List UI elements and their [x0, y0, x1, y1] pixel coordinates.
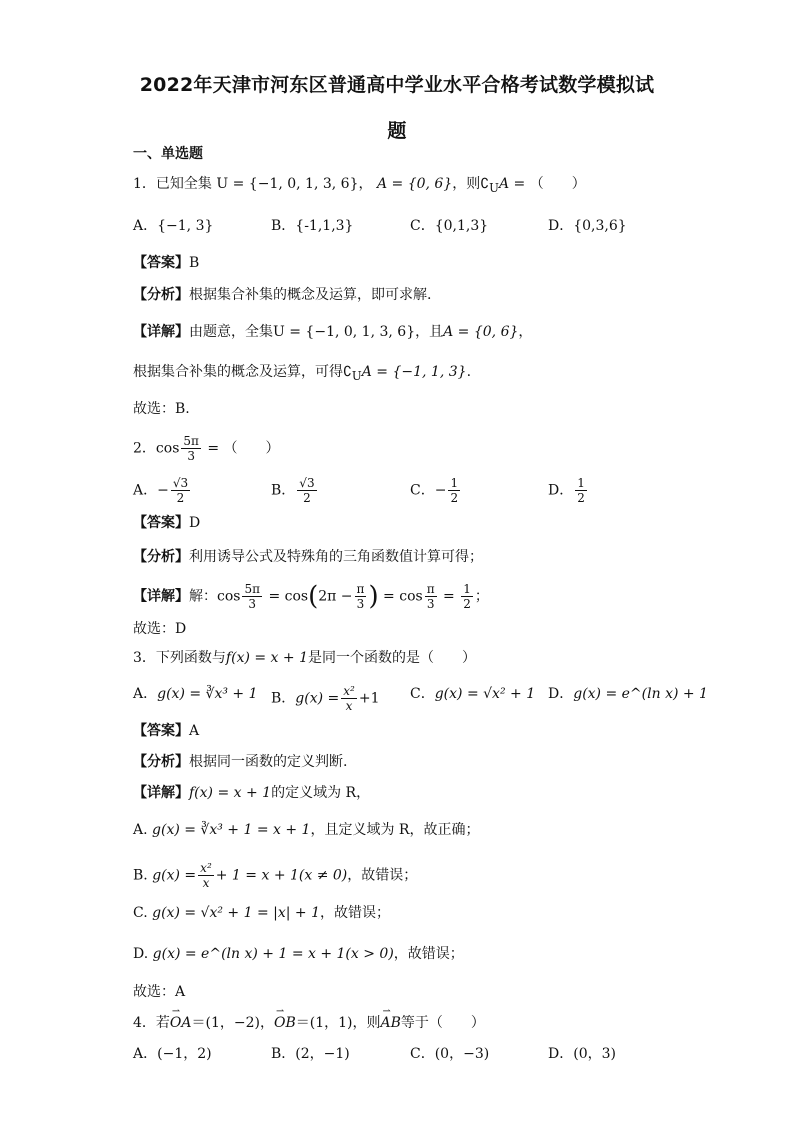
q2-analysis: 【分析】利用诱导公式及特殊角的三角函数值计算可得；	[133, 549, 483, 565]
q3-option-b: B．g(x) = $\frac{\text{x²}}{x}$ +1	[271, 684, 380, 713]
q3-detail-row-b: B. g(x) = $\frac{\text{x²}}{x}$ + 1 = x + 1(x ≠ 0)，故错误；	[133, 861, 418, 890]
q4-option-d: D．(0，3)	[548, 1046, 616, 1062]
q1-answer: 【答案】B	[133, 255, 200, 271]
math-set-a: A = {0, 6}	[376, 176, 453, 192]
q4-option-b: B．(2，−1)	[271, 1046, 350, 1062]
q2-option-c: C．− $\frac{1}{2}$	[410, 476, 459, 505]
question-3-stem: 3．下列函数与f(x) = x + 1是同一个函数的是（ ）	[133, 650, 476, 666]
q2-option-a: A．− $\frac{√3}{2}$	[133, 476, 189, 505]
question-number: 1．	[133, 176, 156, 192]
q3-option-a: A．g(x) = ∛x³ + 1	[133, 686, 258, 702]
q1-option-a: A．{−1, 3}	[133, 218, 214, 234]
question-4-stem: 4．若⇀ OA＝(1，−2)，⇀ OB＝(1，1)，则⇀ AB等于（ ）	[133, 1013, 485, 1033]
question-2-stem: 2．cos $\frac{5\pi}{3}$ = （ ）	[133, 434, 280, 463]
question-1-stem: 1．已知全集 U = {−1, 0, 1, 3, 6}， A = {0, 6}，则$∁_UA$ = （ ）	[133, 176, 586, 195]
q2-detail: 【详解】解：cos $\frac{5\pi}{3}$ = cos(2π − $\frac{\pi}{3}$ ) = cos $\frac{\pi}{3}$ = $\frac{1}{2}$ ；	[133, 581, 489, 612]
section-heading: 一、单选题	[133, 146, 203, 162]
q1-analysis: 【分析】根据集合补集的概念及运算，即可求解.	[133, 287, 432, 303]
math-set-u: U = {−1, 0, 1, 3, 6}	[216, 176, 359, 192]
q3-option-c: C．g(x) = √x² + 1	[410, 686, 536, 702]
q1-option-d: D．{0,3,6}	[548, 218, 627, 234]
document-title-continued: 题	[387, 120, 407, 142]
q2-option-d: D． $\frac{1}{2}$	[548, 476, 585, 505]
q1-detail: 【详解】由题意，全集U = {−1, 0, 1, 3, 6}，且A = {0, 6}，	[133, 324, 533, 340]
q1-detail-continued: 根据集合补集的概念及运算，可得$∁_UA = \{-1$, 1, 3}.	[133, 364, 472, 383]
q1-choice: 故选：B.	[133, 401, 190, 417]
q3-analysis: 【分析】根据同一函数的定义判断.	[133, 754, 348, 770]
q2-answer: 【答案】D	[133, 515, 201, 531]
vector-ab: ⇀ AB	[381, 1013, 401, 1033]
q2-option-b: B． $\frac{√3}{2}$	[271, 476, 315, 505]
q1-option-c: C．{0,1,3}	[410, 218, 489, 234]
q3-detail-row-d: D. g(x) = e^(ln x) + 1 = x + 1(x > 0)，故错误；	[133, 946, 464, 962]
q3-option-d: D．g(x) = e^(ln x) + 1	[548, 686, 708, 702]
q3-detail-row-c: C. g(x) = √x² + 1 = |x| + 1，故错误；	[133, 905, 391, 921]
q4-option-a: A．(−1，2)	[133, 1046, 212, 1062]
q3-choice: 故选：A	[133, 984, 186, 1000]
vector-ob: ⇀ OB	[274, 1013, 296, 1033]
q4-option-c: C．(0，−3)	[410, 1046, 490, 1062]
q3-answer: 【答案】A	[133, 723, 200, 739]
q3-detail-row-a: A. g(x) = ∛x³ + 1 = x + 1，且定义域为 R，故正确；	[133, 822, 480, 838]
complement-symbol: ∁	[480, 176, 490, 192]
fraction: $\frac{5\pi}{3}$	[183, 434, 199, 463]
document-title: 2022年天津市河东区普通高中学业水平合格考试数学模拟试	[139, 74, 655, 96]
q3-detail: 【详解】f(x) = x + 1的定义域为 R，	[133, 785, 371, 801]
q2-choice: 故选：D	[133, 621, 187, 637]
q1-option-b: B．{-1,1,3}	[271, 218, 354, 234]
vector-oa: ⇀ OA	[170, 1013, 192, 1033]
